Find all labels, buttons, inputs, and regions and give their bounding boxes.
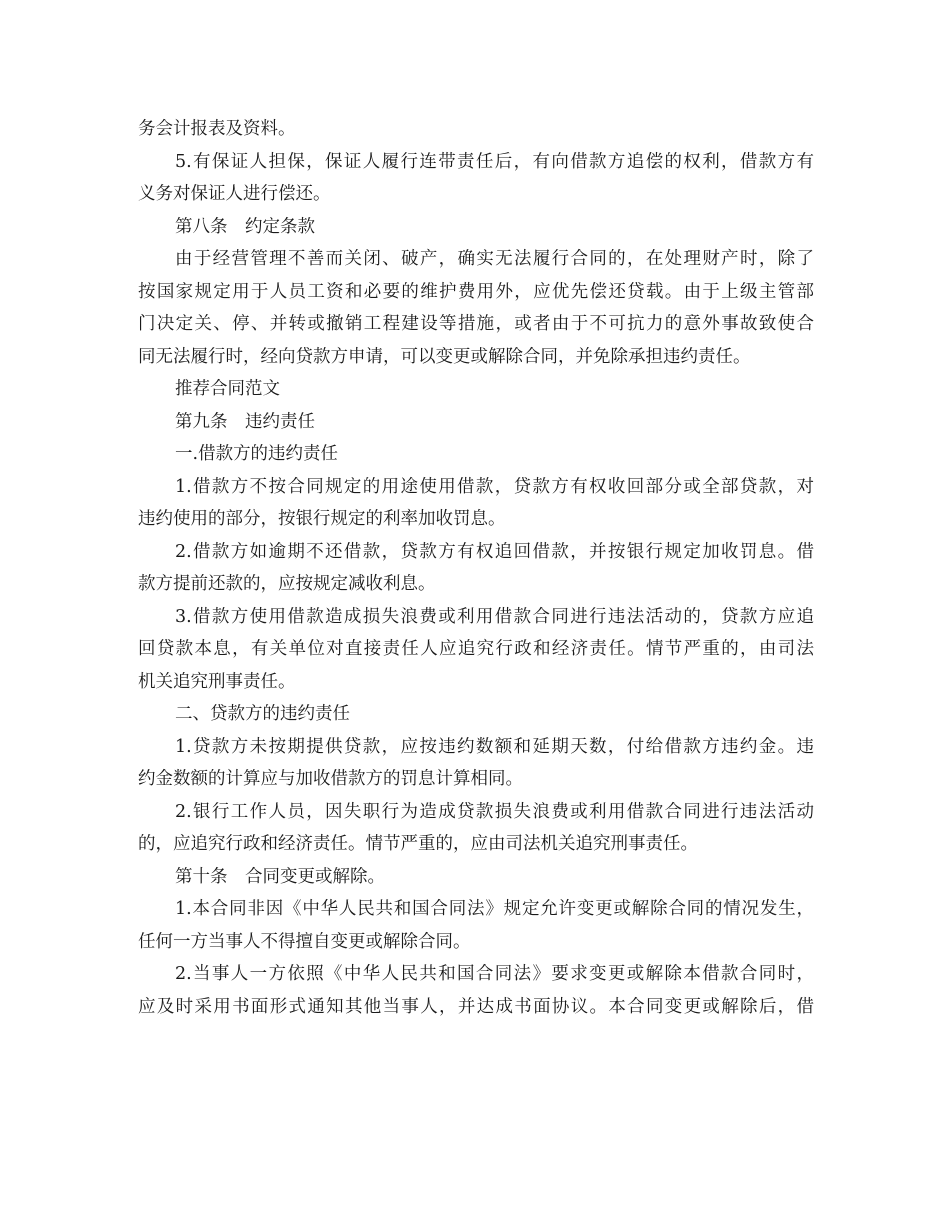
text-line: 机关追究刑事责任。 (138, 671, 296, 692)
text-line: 由于经营管理不善而关闭、破产，确实无法履行合同的，在处理财产时，除了 (175, 249, 814, 269)
text-line: 1.本合同非因《中华人民共和国合同法》规定允许变更或解除合同的情况发生， (175, 899, 814, 919)
text-line: 回贷款本息，有关单位对直接责任人应追究行政和经济责任。情节严重的，由司法 (138, 639, 814, 659)
text-line: 款方提前还款的，应按规定减收利息。 (138, 574, 436, 594)
text-line: 1.借款方不按合同规定的用途使用借款，贷款方有权收回部分或全部贷款，对 (175, 476, 814, 497)
text-line: 门决定关、停、并转或撤销工程建设等措施，或者由于不可抗力的意外事故致使合 (138, 314, 814, 334)
text-line: 务会计报表及资料。 (138, 119, 296, 139)
text-line: 2.银行工作人员，因失职行为造成贷款损失浪费或利用借款合同进行违法活动 (175, 801, 814, 822)
text-line: 义务对保证人进行偿还。 (138, 184, 331, 204)
text-line: 二、贷款方的违约责任 (175, 704, 350, 724)
text-line: 同无法履行时，经向贷款方申请，可以变更或解除合同，并免除承担违约责任。 (138, 346, 751, 367)
text-line: 1.贷款方未按期提供贷款，应按违约数额和延期天数，付给借款方违约金。违 (175, 736, 814, 757)
text-line: 2.借款方如逾期不还借款，贷款方有权追回借款，并按银行规定加收罚息。借 (175, 541, 814, 562)
text-line: 约金数额的计算应与加收借款方的罚息计算相同。 (138, 769, 523, 789)
text-line: 第十条 合同变更或解除。 (175, 866, 385, 887)
text-line: 违约使用的部分，按银行规定的利率加收罚息。 (138, 509, 506, 529)
text-line: 3.借款方使用借款造成损失浪费或利用借款合同进行违法活动的，贷款方应追 (175, 606, 814, 627)
text-line: 一.借款方的违约责任 (175, 444, 339, 464)
text-line: 第九条 违约责任 (175, 411, 315, 432)
text-line: 2.当事人一方依照《中华人民共和国合同法》要求变更或解除本借款合同时， (175, 964, 814, 984)
text-line: 第八条 约定条款 (175, 216, 315, 237)
text-line: 5.有保证人担保，保证人履行连带责任后，有向借款方追偿的权利，借款方有 (175, 151, 814, 172)
text-line: 任何一方当事人不得擅自变更或解除合同。 (138, 931, 471, 952)
text-line: 推荐合同范文 (175, 379, 280, 399)
document-body (138, 113, 814, 1023)
text-line: 按国家规定用于人员工资和必要的维护费用外，应优先偿还贷载。由于上级主管部 (138, 281, 814, 302)
text-line: 应及时采用书面形式通知其他当事人，并达成书面协议。本合同变更或解除后，借 (138, 996, 814, 1017)
text-line: 的，应追究行政和经济责任。情节严重的，应由司法机关追究刑事责任。 (138, 834, 698, 854)
